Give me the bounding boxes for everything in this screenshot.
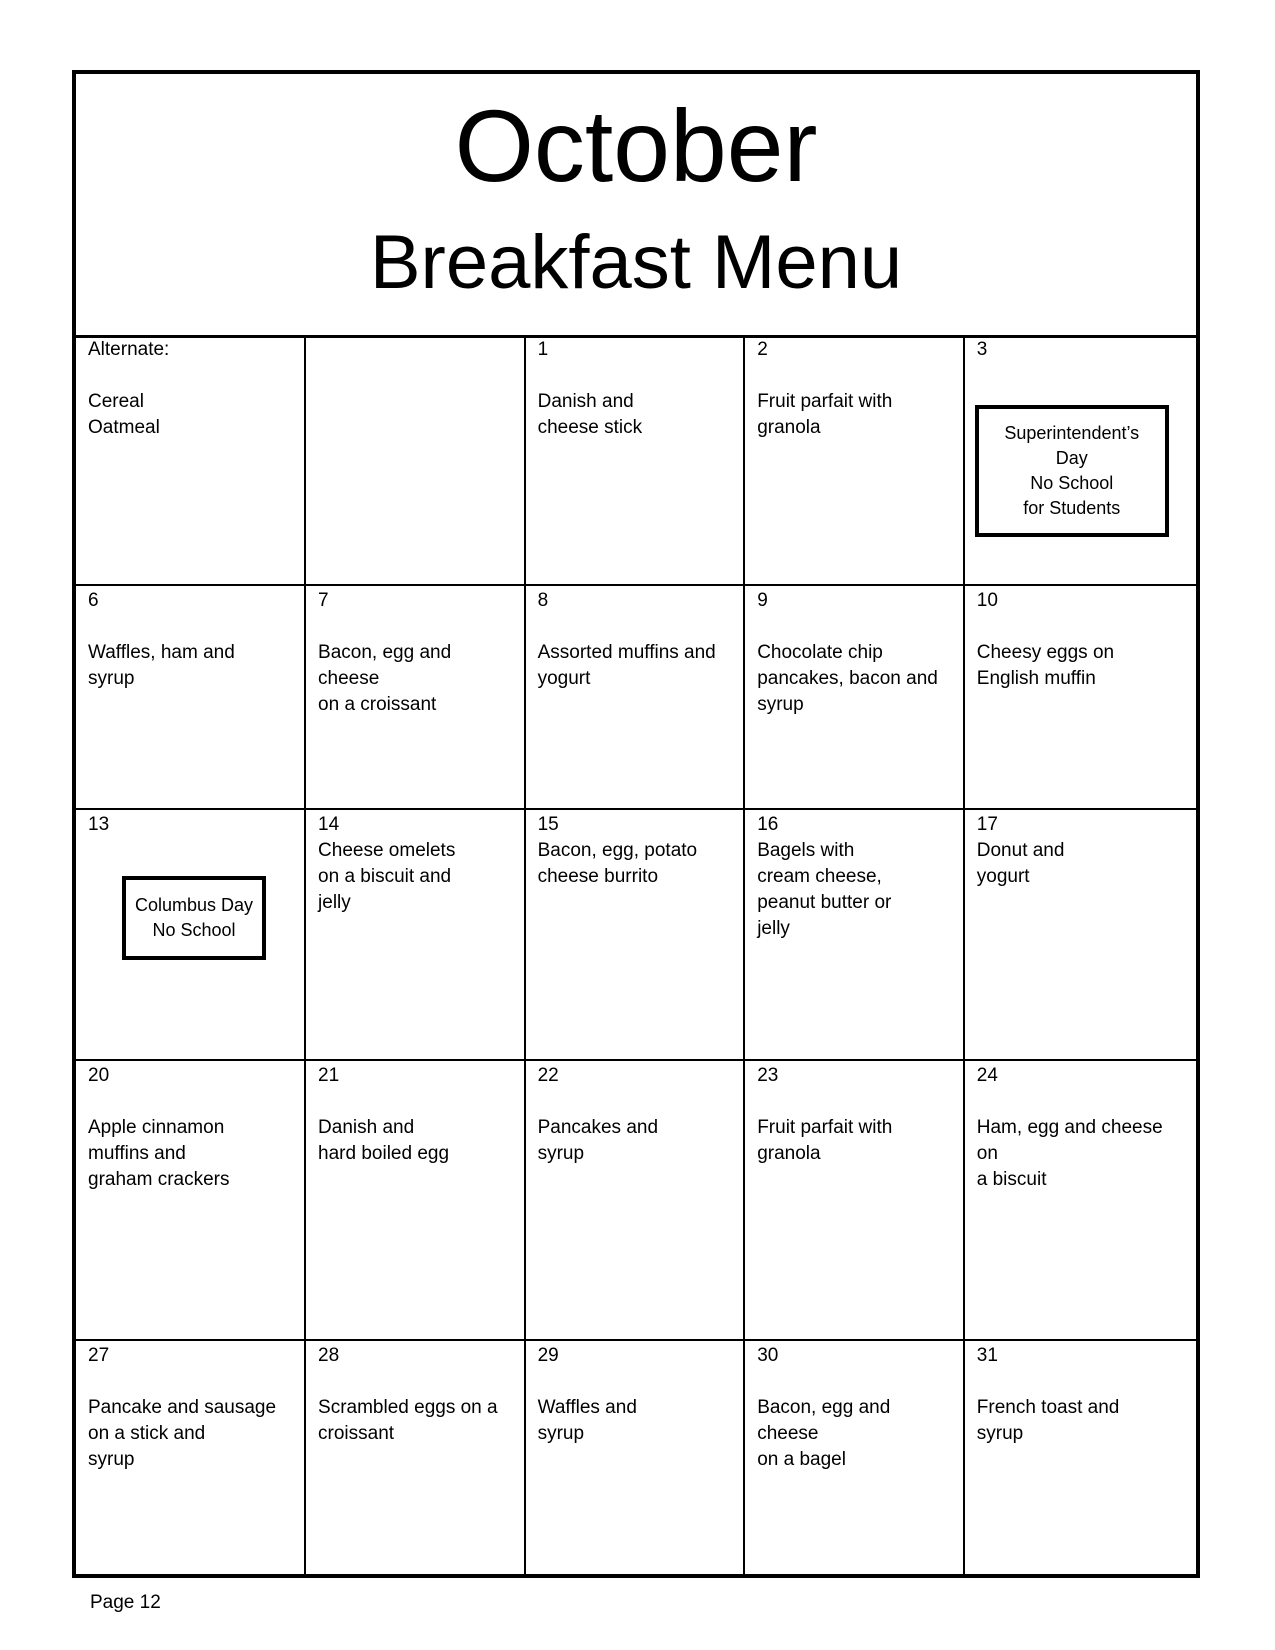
day-number: 20 bbox=[88, 1064, 110, 1086]
day-cell-7 bbox=[305, 585, 525, 809]
day-number: 2 bbox=[757, 339, 768, 360]
menu-item: Danish and hard boiled egg bbox=[318, 1116, 450, 1164]
day-number: 28 bbox=[318, 1344, 340, 1366]
menu-item: French toast and syrup bbox=[976, 1396, 1120, 1444]
alternate-cell bbox=[76, 335, 305, 585]
menu-item: Ham, egg and cheese on a biscuit bbox=[976, 1116, 1163, 1190]
menu-item: Fruit parfait with granola bbox=[757, 1116, 893, 1164]
day-cell-empty bbox=[305, 335, 525, 585]
menu-item: Cheese omelets on a biscuit and jelly bbox=[318, 840, 456, 913]
day-number: 17 bbox=[976, 814, 998, 835]
menu-subtitle: Breakfast Menu bbox=[369, 220, 903, 305]
day-number: 7 bbox=[318, 589, 329, 611]
day-number: 6 bbox=[88, 589, 99, 611]
day-number: 13 bbox=[88, 814, 110, 835]
day-number: 14 bbox=[318, 814, 340, 835]
menu-item: Waffles and syrup bbox=[537, 1396, 637, 1444]
day-number: 15 bbox=[537, 814, 559, 835]
day-cell-2 bbox=[744, 335, 964, 585]
month-title: October bbox=[454, 89, 818, 203]
day-number: 3 bbox=[976, 339, 988, 360]
menu-item: Pancake and sausage on a stick and syrup bbox=[88, 1396, 277, 1470]
menu-item: Pancakes and syrup bbox=[537, 1116, 659, 1164]
day-number: 22 bbox=[537, 1064, 559, 1086]
day-number: 10 bbox=[976, 589, 998, 611]
menu-item: Donut and yogurt bbox=[976, 840, 1065, 887]
no-school-notice bbox=[122, 876, 266, 960]
day-number: 29 bbox=[537, 1344, 559, 1366]
menu-item: Bacon, egg, potato cheese burrito bbox=[537, 840, 698, 887]
day-cell-3 bbox=[964, 335, 1196, 585]
day-cell-31 bbox=[964, 1340, 1196, 1578]
day-cell-16 bbox=[744, 809, 964, 1060]
calendar-grid bbox=[76, 335, 1196, 1578]
notice-text: Superintendent’s Day No School for Students bbox=[1004, 423, 1140, 518]
menu-item: Cheesy eggs on English muffin bbox=[976, 641, 1115, 689]
day-cell-8 bbox=[525, 585, 745, 809]
day-cell-13 bbox=[76, 809, 305, 1060]
alternate-items: Cereal Oatmeal bbox=[88, 391, 160, 438]
menu-item: Bagels with cream cheese, peanut butter or jelly bbox=[757, 840, 892, 939]
day-cell-30 bbox=[744, 1340, 964, 1578]
menu-header bbox=[76, 74, 1196, 338]
day-cell-9 bbox=[744, 585, 964, 809]
day-cell-6 bbox=[76, 585, 305, 809]
day-cell-14 bbox=[305, 809, 525, 1060]
day-cell-20 bbox=[76, 1060, 305, 1340]
alternate-label: Alternate: bbox=[88, 339, 170, 360]
menu-item: Assorted muffins and yogurt bbox=[537, 641, 716, 689]
day-cell-29 bbox=[525, 1340, 745, 1578]
day-number: 21 bbox=[318, 1064, 340, 1086]
week-row-5 bbox=[76, 1340, 1196, 1578]
no-school-notice bbox=[975, 405, 1169, 537]
day-number: 23 bbox=[757, 1064, 779, 1086]
menu-frame bbox=[72, 70, 1200, 1578]
day-number: 16 bbox=[757, 814, 779, 835]
day-cell-24 bbox=[964, 1060, 1196, 1340]
day-number: 27 bbox=[88, 1344, 110, 1366]
week-row-4 bbox=[76, 1060, 1196, 1340]
day-cell-15 bbox=[525, 809, 745, 1060]
day-number: 9 bbox=[757, 589, 768, 611]
day-number: 8 bbox=[537, 589, 549, 611]
day-cell-22 bbox=[525, 1060, 745, 1340]
notice-text: Columbus Day No School bbox=[134, 895, 254, 940]
menu-item: Apple cinnamon muffins and graham crackers bbox=[88, 1116, 230, 1190]
menu-item: Scrambled eggs on a croissant bbox=[318, 1396, 498, 1444]
menu-item: Waffles, ham and syrup bbox=[88, 641, 235, 689]
day-number bbox=[318, 337, 514, 363]
day-cell-23 bbox=[744, 1060, 964, 1340]
day-cell-17 bbox=[964, 809, 1196, 1060]
day-cell-21 bbox=[305, 1060, 525, 1340]
menu-item: Bacon, egg and cheese on a croissant bbox=[318, 641, 452, 715]
day-number: 31 bbox=[976, 1344, 998, 1366]
day-number: 30 bbox=[757, 1344, 779, 1366]
day-cell-28 bbox=[305, 1340, 525, 1578]
day-cell-1 bbox=[525, 335, 745, 585]
week-row-1 bbox=[76, 335, 1196, 585]
menu-item: Bacon, egg and cheese on a bagel bbox=[757, 1396, 891, 1470]
day-cell-10 bbox=[964, 585, 1196, 809]
menu-item: Danish and cheese stick bbox=[537, 391, 643, 438]
day-number: 1 bbox=[537, 339, 549, 360]
week-row-3 bbox=[76, 809, 1196, 1060]
day-cell-27 bbox=[76, 1340, 305, 1578]
page-number: Page 12 bbox=[90, 1592, 161, 1613]
menu-item: Fruit parfait with granola bbox=[757, 391, 893, 438]
day-number: 24 bbox=[976, 1064, 998, 1086]
menu-item: Chocolate chip pancakes, bacon and syrup bbox=[757, 641, 938, 715]
week-row-2 bbox=[76, 585, 1196, 809]
